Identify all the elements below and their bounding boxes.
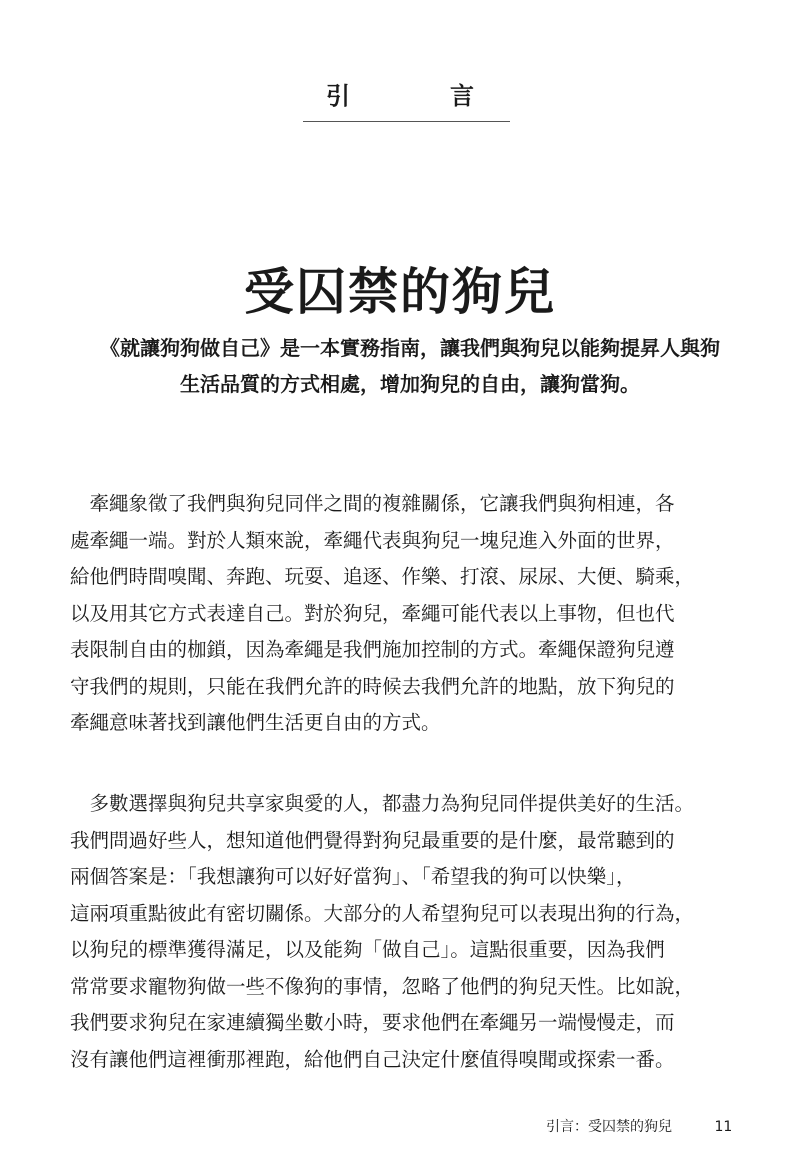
page-footer [546, 1116, 732, 1136]
chapter-lead [70, 330, 750, 402]
lead-line: 生活品質的方式相處，增加狗兒的自由，讓狗當狗。 [180, 372, 640, 396]
body-paragraph-1 [70, 486, 750, 742]
text-line: 常常要求寵物狗做一些不像狗的事情，忽略了他們的狗兒天性。比如說， [70, 974, 695, 998]
page-number: 11 [714, 1119, 733, 1135]
text-line: 表限制自由的枷鎖，因為牽繩是我們施加控制的方式。牽繩保證狗兒遵 [70, 638, 675, 661]
body-paragraph-2 [70, 786, 750, 1078]
text-line: 以及用其它方式表達自己。對於狗兒，牽繩可能代表以上事物，但也代 [70, 601, 675, 625]
text-line: 這兩項重點彼此有密切關係。大部分的人希望狗兒可以表現出狗的行為， [70, 901, 695, 925]
chapter-title: 受囚禁的狗兒 [244, 262, 556, 321]
text-line: 牽繩象徵了我們與狗兒同伴之間的複雜關係，它讓我們與狗相連，各 [70, 492, 675, 515]
text-line: 我們要求狗兒在家連續獨坐數小時，要求他們在牽繩另一端慢慢走，而 [70, 1011, 675, 1034]
lead-line: 《就讓狗狗做自己》是一本實務指南，讓我們與狗兒以能夠提昇人與狗 [100, 336, 720, 360]
text-line: 守我們的規則，只能在我們允許的時候去我們允許的地點，放下狗兒的 [70, 674, 675, 698]
text-line: 給他們時間嗅聞、奔跑、玩耍、追逐、作樂、打滾、尿尿、大便、騎乘， [70, 565, 695, 588]
text-line: 沒有讓他們這裡衝那裡跑，給他們自己決定什麼值得嗅聞或探索一番。 [70, 1047, 675, 1071]
running-head: 引言：受囚禁的狗兒 [546, 1119, 672, 1135]
text-line: 兩個答案是：「我想讓狗可以好好當狗」、「希望我的狗可以快樂」， [70, 865, 636, 888]
text-line: 我們問過好些人，想知道他們覺得對狗兒最重要的是什麼，最常聽到的 [70, 828, 675, 852]
section-label: 引 言 [326, 82, 512, 110]
text-line: 牽繩意味著找到讓他們生活更自由的方式。 [70, 711, 441, 734]
text-line: 多數選擇與狗兒共享家與愛的人，都盡力為狗兒同伴提供美好的生活。 [70, 792, 695, 815]
text-line: 處牽繩一端。對於人類來說，牽繩代表與狗兒一塊兒進入外面的世界， [70, 528, 675, 552]
text-line: 以狗兒的標準獲得滿足，以及能夠「做自己」。這點很重要，因為我們 [70, 938, 665, 961]
section-divider [303, 121, 510, 122]
